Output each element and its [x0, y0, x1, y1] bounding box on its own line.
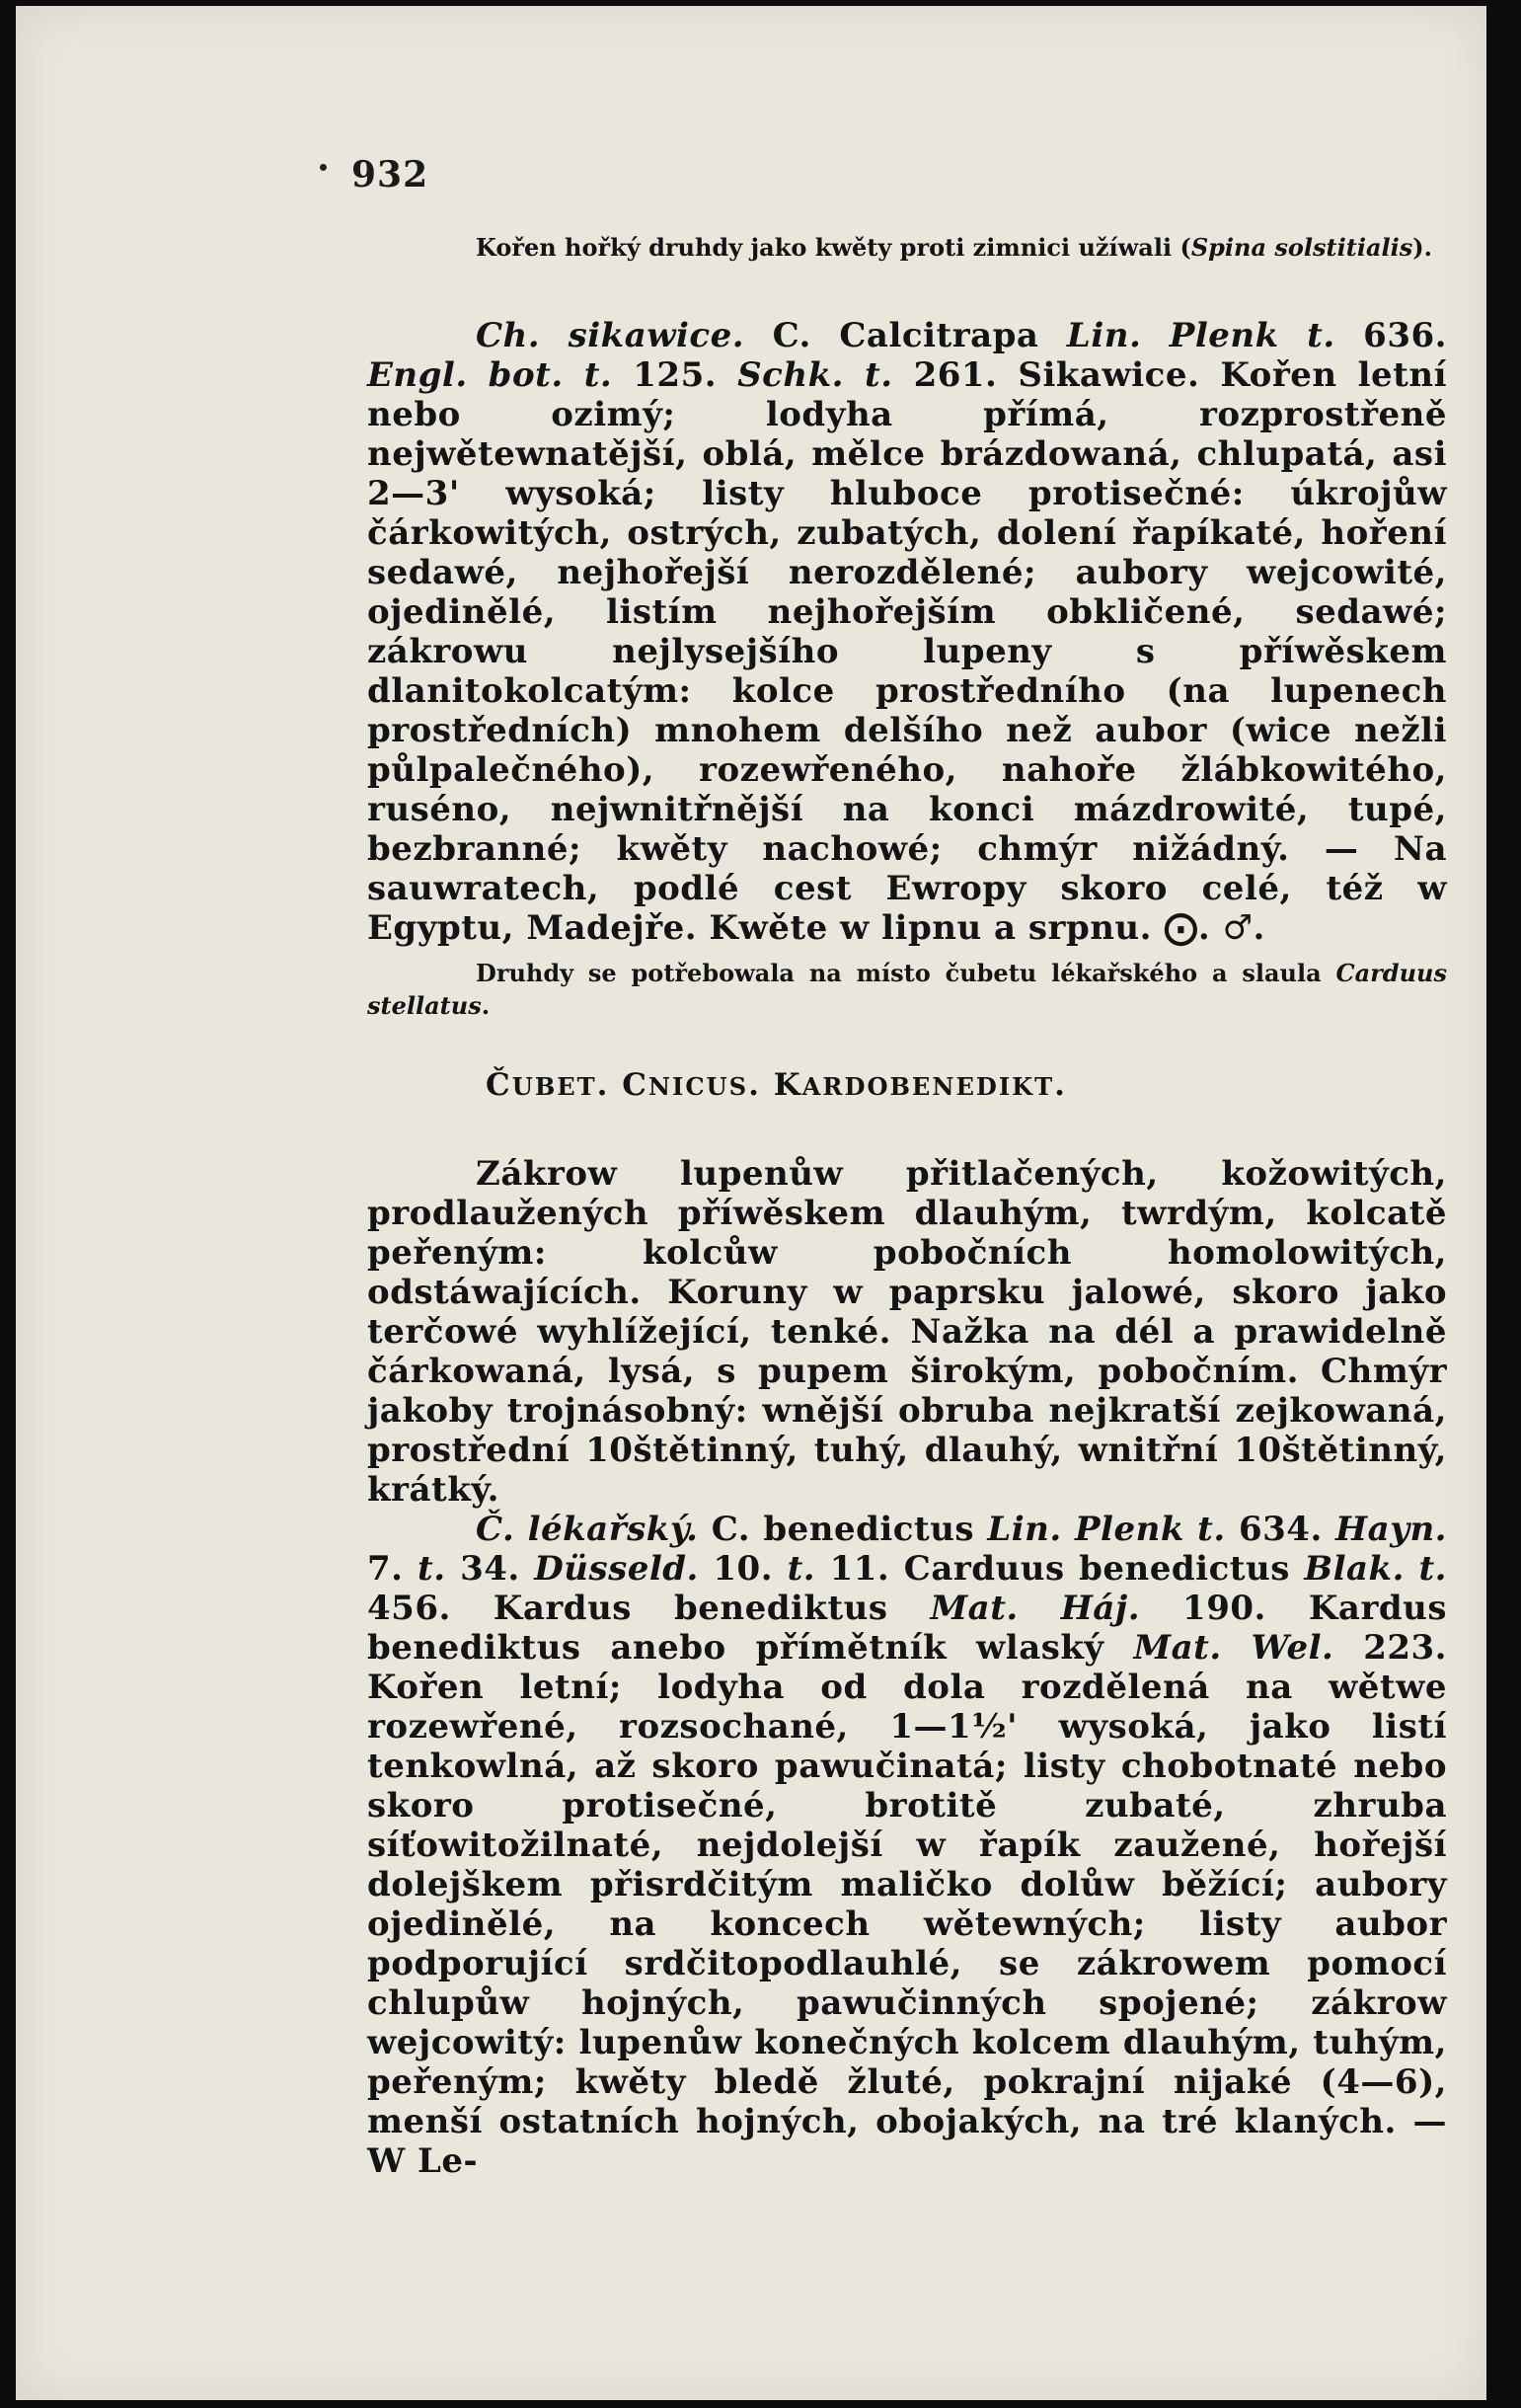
footnote-carduus	[367, 957, 1447, 1022]
text-segment: Druhdy se potřebowala na místo čubetu lékařského a slaula	[476, 959, 1336, 987]
text-segment: 223. Kořen letní; lodyha od dola rozdělená na wětwe rozewřené, rozsochané, 1—1½' wysoká, jako listí tenkowlná, až skoro pawučinatá; listy chobotnaté nebo skoro protisečné, brotitě zubaté, zhruba síťowitožilnaté, nejdolejší w řapík zaužené, hořejší dolejškem přisrdčitým maličko dolůw běžící; aubory ojedinělé, na koncech wětewných; listy aubor podporující srdčitopodlauhlé, se zákrowem pomocí chlupůw hojných, pawučinných spojené; zákrow wejcowitý: lupenůw konečných kolcem dlauhým, tuhým, peřeným; kwěty bledě žluté, pokrajní nijaké (4—6), menší ostatních hojných, obojakých, na tré klaných. — W Le-	[367, 1628, 1447, 2181]
text-segment: 190. Kardus benediktus anebo přímětník wlaský	[367, 1589, 1447, 1668]
text-segment: 636.	[1334, 316, 1447, 355]
smallcaps-segment: NICUS	[647, 1072, 749, 1101]
text-segment: . K	[748, 1067, 802, 1103]
text-segment: C. benedictus	[698, 1510, 988, 1549]
italic-segment: Lin. Plenk t.	[987, 1510, 1226, 1549]
italic-segment: Schk. t.	[737, 355, 893, 395]
italic-segment: Hayn.	[1335, 1510, 1448, 1549]
text-segment: ).	[1412, 233, 1432, 262]
printer-dot-mark	[320, 164, 327, 171]
text-segment: 125.	[612, 355, 738, 395]
italic-segment: Ch. sikawice.	[476, 316, 745, 355]
note-1	[367, 231, 1447, 264]
text-segment: 261. Sikawice. Kořen letní nebo ozimý; lodyha přímá, rozprostřeně nejwětewnatější, oblá, mělce brázdowaná, chlupatá, asi 2—3' wysoká; listy hluboce protisečné: úkrojůw čárkowitých, ostrých, zubatých, dolení řapíkaté, hoření sedawé, nejhořejší nerozdělené; aubory wejcowité, ojedinělé, listím nejhořejším obkličené, sedawé; zákrowu nejlysejšího lupeny s příwěskem dlanitokolcatým: kolce prostředního (na lupenech prostředních) mnohem delšího než aubor (wice nežli půlpalečného), rozewřeného, nahoře žlábkowitého, ruséno, nejwnitřnější na konci mázdrowité, tupé, bezbranné; kwěty nachowé; chmýr nižádný. — Na sauwratech, podlé cest Ewropy skoro celé, též w Egyptu, Madejře. Kwěte w lipnu a srpnu. ⨀. ♂.	[367, 355, 1447, 948]
italic-segment: Lin. Plenk t.	[1066, 316, 1335, 355]
italic-segment: t.	[418, 1549, 446, 1589]
italic-segment: Blak. t.	[1304, 1549, 1448, 1589]
italic-segment: Č. lékařský.	[476, 1510, 699, 1549]
text-segment: 7.	[367, 1549, 418, 1589]
italic-segment: t.	[787, 1549, 816, 1589]
text-segment: 11. Carduus benedictus	[815, 1549, 1305, 1589]
italic-segment: Mat. Háj.	[930, 1589, 1141, 1628]
italic-segment: Engl. bot. t.	[367, 355, 613, 395]
italic-segment: Düsseld.	[534, 1549, 699, 1589]
text-segment: 10.	[698, 1549, 788, 1589]
species-benedictus	[367, 1510, 1447, 2181]
text-segment: . C	[596, 1067, 648, 1103]
text-segment: .	[1054, 1067, 1067, 1103]
text-segment: Zákrow lupenůw přitlačených, kožowitých, prodlaužených příwěskem dlauhým, twrdým, kolcatě peřeným: kolcůw pobočních homolowitých, odstáwajících. Koruny w paprsku jalowé, skoro jako terčowé wyhlížející, tenké. Nažka na dél a prawidelně čárkowaná, lysá, s pupem širokým, pobočním. Chmýr jakoby trojnásobný: wnější obruba nejkratší zejkowaná, prostřední 10štětinný, tuhý, dlauhý, wnitřní 10štětinný, krátký.	[367, 1154, 1447, 1510]
smallcaps-segment: UBET	[511, 1072, 597, 1101]
paragraph-3	[367, 1510, 1447, 2181]
footnote-spina	[367, 231, 1447, 264]
text-segment: Č	[486, 1067, 512, 1103]
genus-description	[367, 1154, 1447, 1510]
page-number: 932	[351, 154, 429, 195]
text-segment: Kořen hořký druhdy jako kwěty proti zimnici užíwali (	[476, 233, 1191, 262]
species-calcitrapa	[367, 316, 1447, 948]
text-segment: 34.	[445, 1549, 535, 1589]
paragraph-2	[367, 1154, 1447, 1510]
text-segment: 634.	[1225, 1510, 1336, 1549]
text-segment: .	[481, 991, 491, 1020]
genus-heading	[16, 1067, 1521, 1103]
note-2	[367, 957, 1447, 1022]
text-segment: 456. Kardus benediktus	[367, 1589, 931, 1628]
italic-segment: Carduus stellatus	[367, 959, 1447, 1020]
book-page	[16, 6, 1486, 2400]
smallcaps-segment: ARDOBENEDIKT	[801, 1072, 1055, 1101]
text-segment: C. Calcitrapa	[744, 316, 1067, 355]
italic-segment: Spina solstitialis	[1190, 233, 1413, 262]
italic-segment: Mat. Wel.	[1133, 1628, 1334, 1668]
paragraph-1	[367, 316, 1447, 948]
